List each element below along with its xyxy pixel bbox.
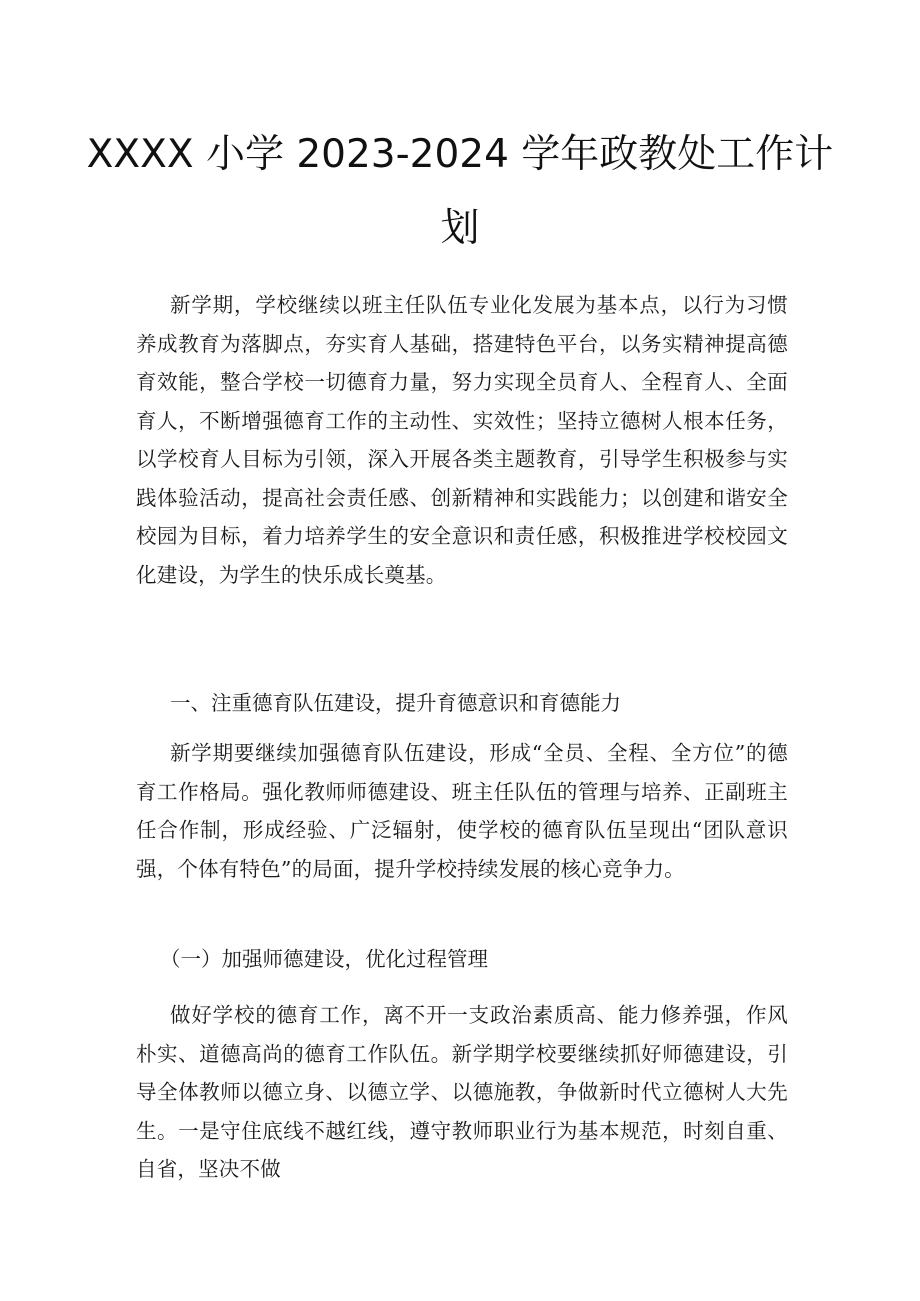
subsection-heading-1: （一）加强师德建设，优化过程管理 <box>160 947 488 971</box>
intro-paragraph: 新学期，学校继续以班主任队伍专业化发展为基本点，以行为习惯养成教育为落脚点，夯实育人基础，搭建特色平台，以务实精神提高德育效能，整合学校一切德育力量，努力实现全员育人、全程育人、全面育人，不断增强德育工作的主动性、实效性；坚持立德树人根本任务，以学校育人目标为引领，深入开展各类主题教育，引导学生积极参与实践体验活动，提高社会责任感、创新精神和实践能力；以创建和谐安全校园为目标，着力培养学生的安全意识和责任感，积极推进学校校园文化建设，为学生的快乐成长奠基。 <box>136 293 788 587</box>
subsection-1-paragraph: 做好学校的德育工作，离不开一支政治素质高、能力修养强，作风朴实、道德高尚的德育工作队伍。新学期学校要继续抓好师德建设，引导全体教师以德立身、以德立学、以德施教，争做新时代立德树人大先生。一是守住底线不越红线，遵守教师职业行为基本规范，时刻自重、自省，坚决不做 <box>136 1003 788 1181</box>
document-title-line-1: XXXX 小学 2023-2024 学年政教处工作计 <box>86 132 834 177</box>
section-1-paragraph: 新学期要继续加强德育队伍建设，形成“全员、全程、全方位”的德育工作格局。强化教师师德建设、班主任队伍的管理与培养、正副班主任合作制，形成经验、广泛辐射，使学校的德育队伍呈现出“团队意识强，个体有特色”的局面，提升学校持续发展的核心竞争力。 <box>136 741 788 881</box>
document-title-line-2: 划 <box>440 206 480 251</box>
section-heading-1: 一、注重德育队伍建设，提升育德意识和育德能力 <box>170 691 621 715</box>
